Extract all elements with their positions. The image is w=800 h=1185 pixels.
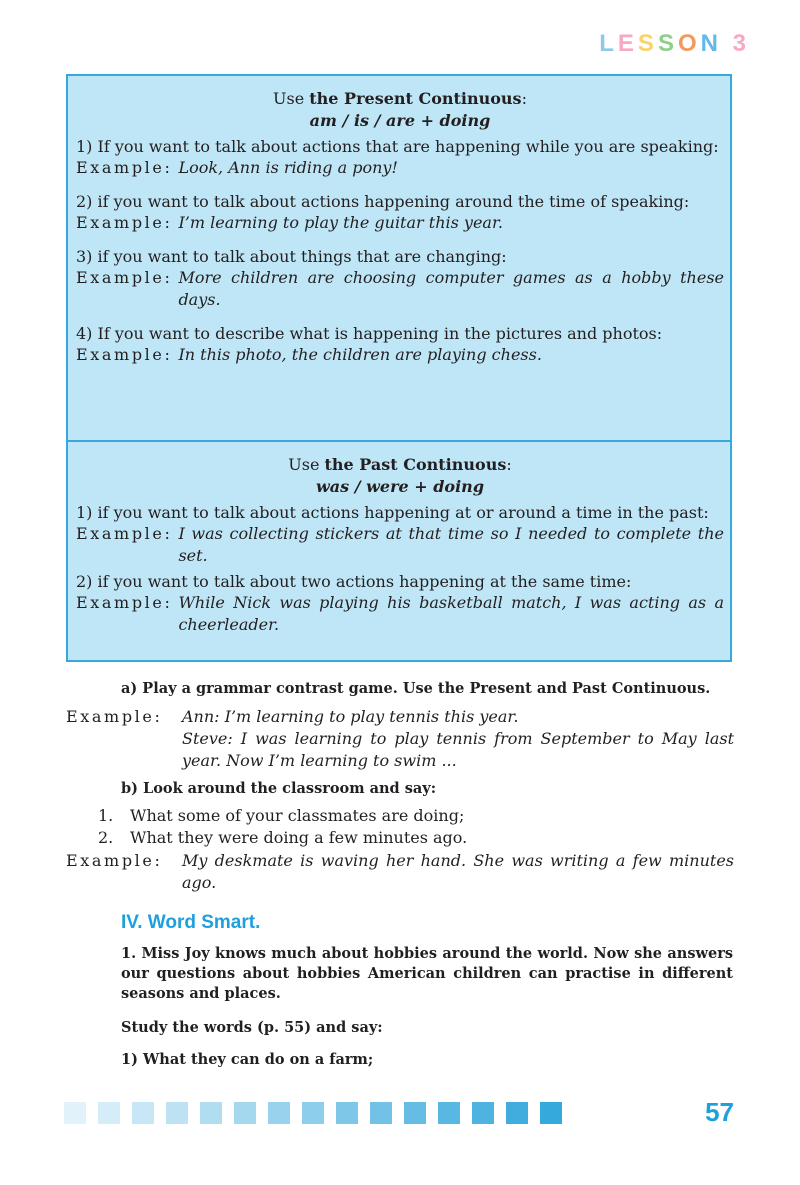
- question-1: 1) What they can do on a farm;: [121, 1051, 374, 1068]
- present-formula: am / is / are + doing: [309, 111, 491, 130]
- decorative-square: [506, 1102, 528, 1124]
- grammar-box: [66, 74, 732, 662]
- present-continuous-section: [68, 88, 730, 366]
- list-item: 2. What they were doing a few minutes ago.: [98, 828, 468, 847]
- task-a-example-line-2: Steve: I was learning to play tennis from September to May last year. Now I’m learning to swim ...: [182, 729, 734, 770]
- decorative-square: [64, 1102, 86, 1124]
- present-example-3: Example: More children are choosing computer games as a hobby these days.: [76, 268, 724, 309]
- present-rule-2: 2) if you want to talk about actions happening around the time of speaking:: [76, 192, 690, 211]
- lesson-letter: [722, 30, 733, 58]
- present-rule-3: 3) if you want to talk about things that are changing:: [76, 247, 507, 266]
- section-heading: IV. Word Smart.: [121, 912, 261, 933]
- decorative-square: [166, 1102, 188, 1124]
- present-example-2: Example: I’m learning to play the guitar this year.: [76, 213, 503, 232]
- lesson-letter: S: [657, 30, 678, 57]
- page-number: 57: [705, 1097, 734, 1127]
- past-rule-1: 1) if you want to talk about actions happening at or around a time in the past:: [76, 503, 709, 522]
- task-a-example-line-1: Ann: I’m learning to play tennis this year.: [182, 707, 519, 726]
- study-words-instruction: Study the words (p. 55) and say:: [121, 1019, 383, 1036]
- past-formula: was / were + doing: [316, 477, 484, 496]
- decorative-square: [438, 1102, 460, 1124]
- decorative-square: [540, 1102, 562, 1124]
- list-item: 1. What some of your classmates are doing;: [98, 806, 465, 825]
- past-example-1: Example: I was collecting stickers at that time so I needed to complete the set.: [76, 524, 724, 565]
- decorative-square: [200, 1102, 222, 1124]
- decorative-square: [302, 1102, 324, 1124]
- task-a: a) Play a grammar contrast game. Use the Present and Past Continuous.: [121, 680, 711, 697]
- decorative-square: [98, 1102, 120, 1124]
- decorative-square: [132, 1102, 154, 1124]
- lesson-letter: N: [700, 30, 722, 57]
- decorative-square: [472, 1102, 494, 1124]
- lesson-header: [599, 30, 750, 58]
- lesson-letter: E: [617, 30, 638, 57]
- present-example-4: Example: In this photo, the children are playing chess.: [76, 345, 542, 364]
- present-title: Use the Present Continuous:: [273, 89, 527, 108]
- present-example-1: Example: Look, Ann is riding a pony!: [76, 158, 398, 177]
- decorative-square: [336, 1102, 358, 1124]
- present-rule-4: 4) If you want to describe what is happening in the pictures and photos:: [76, 324, 663, 343]
- task-b-list: [98, 805, 467, 849]
- word-smart-paragraph: 1. Miss Joy knows much about hobbies around the world. Now she answers our questions about hobbies American children can practise in different seasons and places.: [121, 945, 733, 1002]
- decorative-square: [234, 1102, 256, 1124]
- lesson-letter: 3: [732, 30, 750, 57]
- lesson-letter: O: [677, 30, 701, 57]
- present-rule-1: 1) If you want to talk about actions that are happening while you are speaking:: [76, 137, 719, 156]
- past-example-2: Example: While Nick was playing his basketball match, I was acting as a cheerleader.: [76, 593, 724, 634]
- task-b-example: Example: My deskmate is waving her hand. She was writing a few minutes ago.: [66, 851, 734, 892]
- task-b: b) Look around the classroom and say:: [121, 780, 437, 797]
- decorative-squares: [64, 1102, 562, 1124]
- past-rule-2: 2) if you want to talk about two actions happening at the same time:: [76, 572, 632, 591]
- box-divider: [68, 440, 730, 442]
- lesson-letter: S: [637, 30, 658, 57]
- lesson-letter: L: [599, 30, 618, 57]
- past-continuous-section: [68, 454, 730, 636]
- decorative-square: [370, 1102, 392, 1124]
- task-a-example: Example: Ann: I’m learning to play tennis this year. Steve: I was learning to play tennis from September to May last year. Now I’m learning to swim ...: [66, 707, 734, 770]
- decorative-square: [268, 1102, 290, 1124]
- past-title: Use the Past Continuous:: [288, 455, 512, 474]
- decorative-square: [404, 1102, 426, 1124]
